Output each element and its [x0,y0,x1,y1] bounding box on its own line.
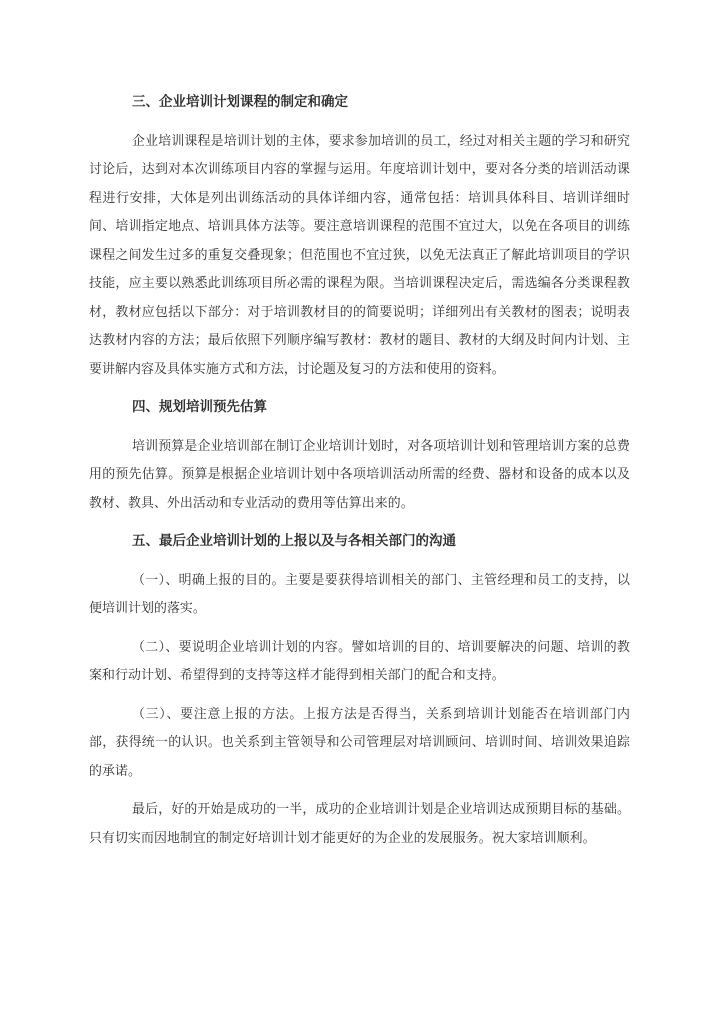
heading-section-5: 五、最后企业培训计划的上报以及与各相关部门的沟通 [132,533,456,548]
paragraph-budget-estimate: 培训预算是企业培训部在制订企业培训计划时，对各项培训计划和管理培训方案的总费用的预先估算。预算是根据企业培训计划中各项培训活动所需的经费、器材和设备的成本以及教材、教具、外出活动和专业活动的费用等估算出来的。 [89,438,630,510]
paragraph-course-definition: 企业培训课程是培训计划的主体，要求参加培训的员工，经过对相关主题的学习和研究讨论后，达到对本次训练项目内容的掌握与运用。年度培训计划中，要对各分类的培训活动课程进行安排，大体是列出训练活动的具体详细内容，通常包括：培训具体科目、培训详细时间、培训指定地点、培训具体方法等。要注意培训课程的范围不宜过大，以免在各项目的训练课程之间发生过多的重复交叠现象；但范围也不宜过狭，以免无法真正了解此培训项目的学识技能，应主要以熟悉此训练项目所必需的课程为限。当培训课程决定后，需选编各分类课程教材，教材应包括以下部分：对于培训教材目的的简要说明；详细列出有关教材的图表；说明表达教材内容的方法；最后依照下列顺序编写教材：教材的题目、教材的大纲及时间内计划、主要讲解内容及具体实施方式和方法，讨论题及复习的方法和使用的资料。 [89,133,630,376]
paragraph-item-3: （三）、要注意上报的方法。上报方法是否得当，关系到培训计划能否在培训部门内部，获得统一的认识。也关系到主管领导和公司管理层对培训顾问、培训时间、培训效果追踪的承诺。 [89,706,630,778]
heading-section-3: 三、企业培训计划课程的制定和确定 [132,94,348,109]
paragraph-closing: 最后，好的开始是成功的一半，成功的企业培训计划是企业培训达成预期目标的基础。只有切实而因地制宜的制定好培训计划才能更好的为企业的发展服务。祝大家培训顺利。 [89,802,630,845]
paragraph-item-2: （二）、要说明企业培训计划的内容。譬如培训的目的、培训要解决的问题、培训的教案和行动计划、希望得到的支持等这样才能得到相关部门的配合和支持。 [89,639,630,682]
paragraph-item-1: （一）、明确上报的目的。主要是要获得培训相关的部门、主管经理和员工的支持，以便培训计划的落实。 [89,572,630,615]
document-content [89,88,630,852]
heading-section-4: 四、规划培训预先估算 [132,399,267,414]
